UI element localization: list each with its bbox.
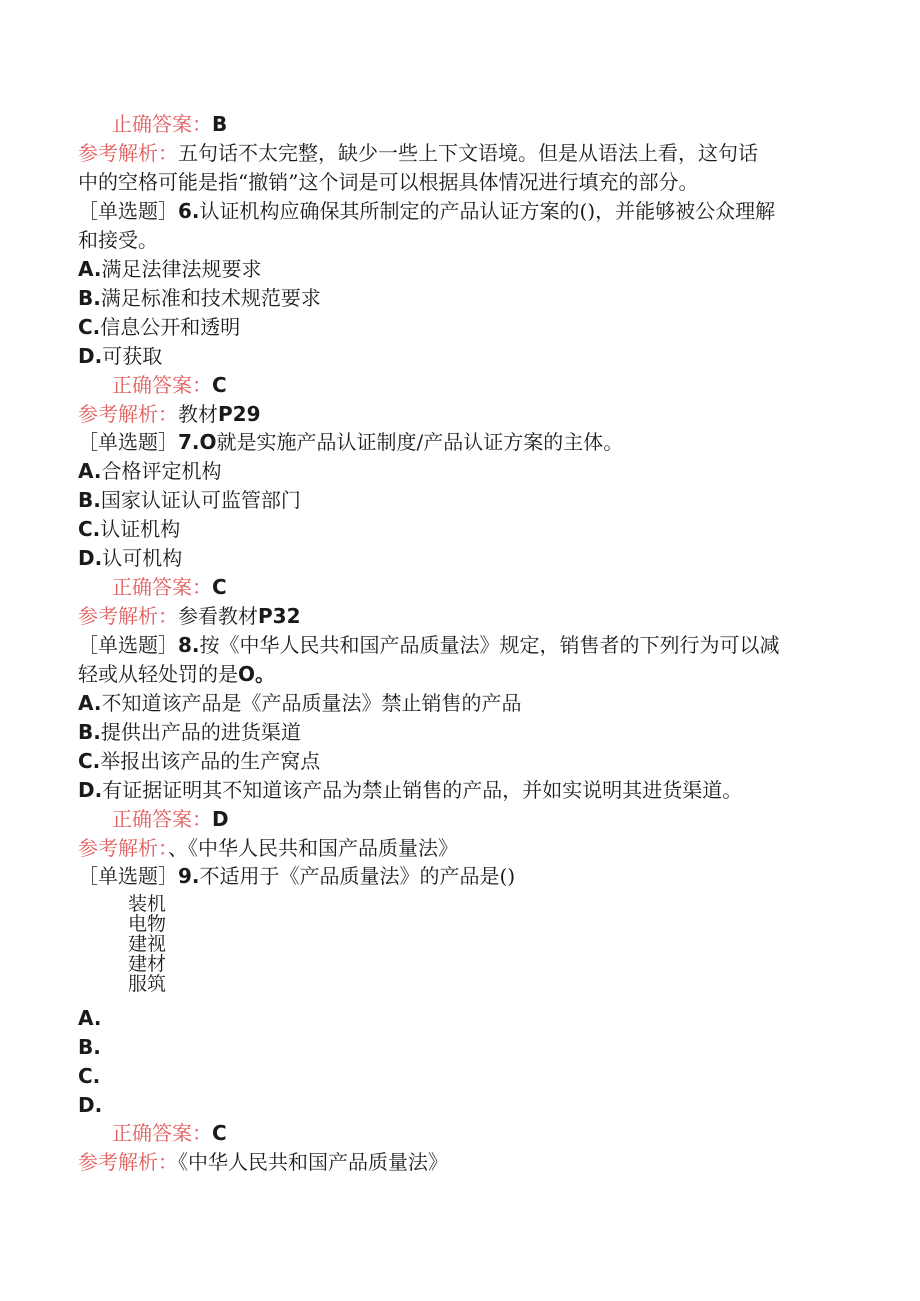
option-letter: D. — [78, 344, 103, 368]
option-text: 合格评定机构 — [101, 459, 222, 483]
option-letter: C. — [78, 517, 101, 541]
option-text: 举报出该产品的生产窝点 — [100, 749, 321, 773]
question-stem: 和接受。 — [78, 228, 158, 252]
q7-answer-line — [112, 573, 840, 602]
option-text: 信息公开和透明 — [100, 315, 241, 339]
answer-value: D — [212, 807, 229, 831]
q7-option-d — [78, 544, 840, 573]
option-letter: D. — [78, 778, 103, 802]
answer-label: 正确答案： — [112, 575, 212, 599]
q6-answer-line — [112, 371, 840, 400]
option-letter: C. — [78, 749, 101, 773]
question-type-tag: ［单选题］ — [78, 430, 178, 454]
option-letter: A. — [78, 1006, 102, 1030]
answer-label: 正确答案： — [112, 1121, 212, 1145]
question-number: 6. — [178, 199, 200, 223]
option-text: 认可机构 — [102, 546, 183, 570]
analysis-page-ref: P29 — [218, 402, 261, 426]
embedded-text-line: 装机 — [128, 893, 167, 915]
option-letter: C. — [78, 1064, 101, 1088]
question-stem: 认证机构应确保其所制定的产品认证方案的()，并能够被公众理解 — [199, 199, 776, 223]
q9-embedded-option-text — [128, 894, 166, 994]
question-number: 7.O — [178, 430, 217, 454]
q9-option-d — [78, 1091, 840, 1120]
q7-stem — [78, 428, 840, 457]
option-letter: B. — [78, 1035, 101, 1059]
option-letter: D. — [78, 546, 103, 570]
question-type-tag: ［单选题］ — [78, 864, 178, 888]
option-text: 不知道该产品是《产品质量法》禁止销售的产品 — [101, 691, 522, 715]
q8-option-b — [78, 718, 840, 747]
option-text: 可获取 — [102, 344, 163, 368]
q8-answer-line — [112, 805, 840, 834]
q9-stem — [78, 862, 840, 891]
option-text: 提供出产品的进货渠道 — [100, 720, 301, 744]
q5-analysis-line — [78, 139, 840, 168]
option-text: 满足法律法规要求 — [101, 257, 262, 281]
analysis-text: 中的空格可能是指“撤销”这个词是可以根据具体情况进行填充的部分。 — [78, 170, 699, 194]
q9-analysis-line — [78, 1148, 840, 1177]
question-stem: 就是实施产品认证制度/产品认证方案的主体。 — [216, 430, 624, 454]
question-number: 8. — [178, 633, 200, 657]
option-text: 有证据证明其不知道该产品为禁止销售的产品，并如实说明其进货渠道。 — [102, 778, 743, 802]
embedded-text-line: 建视 — [128, 933, 167, 955]
answer-value: B — [212, 112, 228, 136]
q9-option-a — [78, 1004, 840, 1033]
answer-label: 正确答案： — [112, 373, 212, 397]
q7-option-b — [78, 486, 840, 515]
q6-option-d — [78, 342, 840, 371]
answer-label: 正确答案： — [112, 807, 212, 831]
embedded-text-line: 电物 — [128, 913, 167, 935]
question-stem: 轻或从轻处罚的是 — [78, 662, 238, 686]
question-stem: 按《中华人民共和国产品质量法》规定，销售者的下列行为可以减 — [199, 633, 780, 657]
analysis-text: 参看教材 — [178, 604, 258, 628]
q6-option-c — [78, 313, 840, 342]
q9-option-c — [78, 1062, 840, 1091]
answer-value: C — [212, 373, 227, 397]
option-letter: D. — [78, 1093, 103, 1117]
q6-option-a — [78, 255, 840, 284]
analysis-label: 参考解析： — [78, 836, 168, 860]
question-blank: O。 — [238, 662, 276, 686]
answer-value: C — [212, 575, 227, 599]
analysis-text: 教材 — [178, 402, 218, 426]
analysis-page-ref: P32 — [258, 604, 301, 628]
option-letter: A. — [78, 257, 102, 281]
q8-stem-2 — [78, 660, 840, 689]
q6-analysis-line — [78, 400, 840, 429]
analysis-label: 参考解析： — [78, 1150, 178, 1174]
q8-option-a — [78, 689, 840, 718]
q8-analysis-line — [78, 834, 840, 863]
question-stem: 不适用于《产品质量法》的产品是() — [199, 864, 516, 888]
option-letter: C. — [78, 315, 101, 339]
answer-label: 止确答案： — [112, 112, 212, 136]
q7-analysis-line — [78, 602, 840, 631]
option-letter: B. — [78, 488, 101, 512]
option-letter: B. — [78, 720, 101, 744]
q9-answer-line — [112, 1119, 840, 1148]
analysis-text: 、《中华人民共和国产品质量法》 — [168, 836, 458, 860]
analysis-label: 参考解析： — [78, 402, 178, 426]
q6-option-b — [78, 284, 840, 313]
q7-option-a — [78, 457, 840, 486]
q8-option-d — [78, 776, 840, 805]
embedded-text-line: 服筑 — [128, 973, 167, 995]
answer-value: C — [212, 1121, 227, 1145]
q5-answer-line — [112, 110, 840, 139]
option-text: 认证机构 — [100, 517, 181, 541]
q8-option-c — [78, 747, 840, 776]
q6-stem — [78, 197, 840, 226]
analysis-label: 参考解析： — [78, 141, 178, 165]
q6-stem-2 — [78, 226, 840, 255]
question-number: 9. — [178, 864, 200, 888]
analysis-text: 《中华人民共和国产品质量法》 — [178, 1150, 448, 1174]
embedded-text-line: 建材 — [128, 953, 167, 975]
option-text: 满足标准和技术规范要求 — [100, 286, 321, 310]
q8-stem — [78, 631, 840, 660]
question-type-tag: ［单选题］ — [78, 199, 178, 223]
analysis-label: 参考解析： — [78, 604, 178, 628]
analysis-text: 五句话不太完整，缺少一些上下文语境。但是从语法上看，这句话 — [178, 141, 758, 165]
question-type-tag: ［单选题］ — [78, 633, 178, 657]
option-text: 国家认证认可监管部门 — [100, 488, 301, 512]
option-letter: A. — [78, 459, 102, 483]
q9-option-b — [78, 1033, 840, 1062]
option-letter: B. — [78, 286, 101, 310]
q7-option-c — [78, 515, 840, 544]
q5-analysis-line-2 — [78, 168, 840, 197]
option-letter: A. — [78, 691, 102, 715]
